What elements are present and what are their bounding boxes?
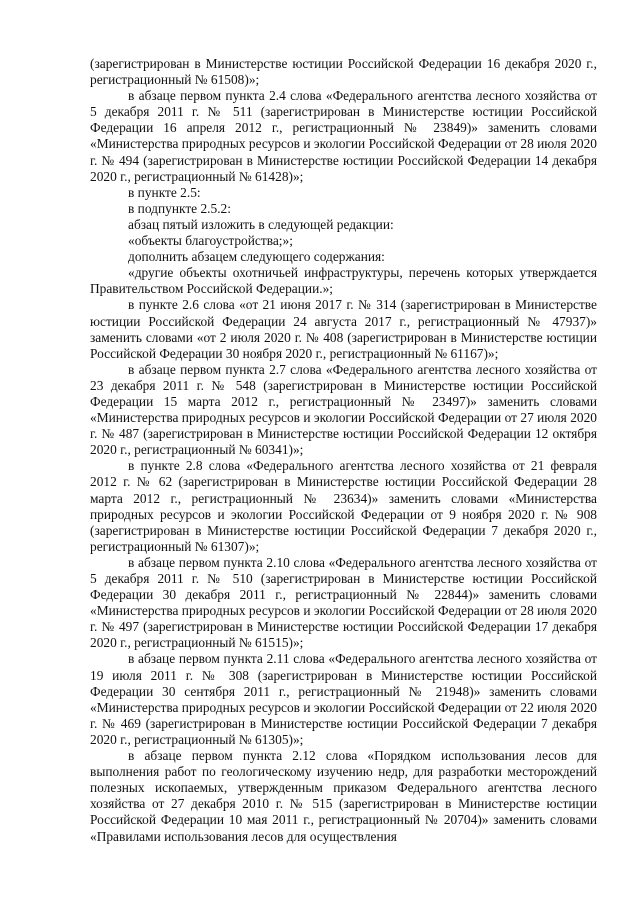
paragraph: в абзаце первом пункта 2.10 слова «Федерального агентства лесного хозяйства от 5 декабря 2011 г. № 510 (зарегистрирован в Министерстве юстиции Российской Федерации 30 декабря 2011 г., регистрационный № 22844)» заменить словами «Министерства природных ресурсов и экологии Российской Федерации от 28 июля 2020 г. № 497 (зарегистрирован в Министерстве юстиции Российской Федерации 17 декабря 2020 г., регистрационный № 61515)»; bbox=[90, 554, 597, 651]
paragraph: в абзаце первом пункта 2.11 слова «Федерального агентства лесного хозяйства от 19 июля 2011 г. № 308 (зарегистрирован в Министерстве юстиции Российской Федерации 30 сентября 2011 г., регистрационный № 21948)» заменить словами «Министерства природных ресурсов и экологии Российской Федерации от 22 июля 2020 г. № 469 (зарегистрирован в Министерстве юстиции Российской Федерации 7 декабря 2020 г., регистрационный № 61305)»; bbox=[90, 651, 597, 747]
paragraph: (зарегистрирован в Министерстве юстиции Российской Федерации 16 декабря 2020 г., регистрационный № 61508)»; bbox=[90, 56, 597, 88]
paragraph: дополнить абзацем следующего содержания: bbox=[128, 249, 385, 265]
paragraph: «другие объекты охотничьей инфраструктуры, перечень которых утверждается Правительством Российской Федерации.»; bbox=[90, 265, 597, 297]
paragraph: в пункте 2.6 слова «от 21 июня 2017 г. № 314 (зарегистрирован в Министерстве юстиции Российской Федерации 24 августа 2017 г., регистрационный № 47937)» заменить словами «от 2 июля 2020 г. № 408 (зарегистрирован в Министерстве юстиции Российской Федерации 30 ноября 2020 г., регистрационный № 61167)»; bbox=[90, 297, 597, 361]
paragraph: в пункте 2.5: bbox=[128, 184, 201, 200]
paragraph: в подпункте 2.5.2: bbox=[128, 200, 231, 216]
paragraph: в абзаце первом пункта 2.7 слова «Федерального агентства лесного хозяйства от 23 декабря 2011 г. № 548 (зарегистрирован в Министерстве юстиции Российской Федерации 15 марта 2012 г., регистрационный № 23497)» заменить словами «Министерства природных ресурсов и экологии Российской Федерации от 27 июля 2020 г. № 487 (зарегистрирован в Министерстве юстиции Российской Федерации 12 октября 2020 г., регистрационный № 60341)»; bbox=[90, 361, 597, 458]
paragraph: в абзаце первом пункта 2.12 слова «Порядком использования лесов для выполнения работ по геологическому изучению недр, для разработки месторождений полезных ископаемых, утвержденным приказом Федерального агентства лесного хозяйства от 27 декабря 2010 г. № 515 (зарегистрирован в Министерстве юстиции Российской Федерации 10 мая 2011 г., регистрационный № 20704)» заменить словами «Правилами использования лесов для осуществления bbox=[90, 748, 597, 844]
paragraph: абзац пятый изложить в следующей редакции: bbox=[128, 216, 394, 232]
paragraph: «объекты благоустройства;»; bbox=[128, 233, 293, 249]
paragraph: в абзаце первом пункта 2.4 слова «Федерального агентства лесного хозяйства от 5 декабря 2011 г. № 511 (зарегистрирован в Министерстве юстиции Российской Федерации 16 апреля 2012 г., регистрационный № 23849)» заменить словами «Министерства природных ресурсов и экологии Российской Федерации от 28 июля 2020 г. № 494 (зарегистрирован в Министерстве юстиции Российской Федерации 14 декабря 2020 г., регистрационный № 61428)»; bbox=[90, 88, 597, 184]
document-body bbox=[90, 56, 597, 845]
paragraph: в пункте 2.8 слова «Федерального агентства лесного хозяйства от 21 февраля 2012 г. № 62 (зарегистрирован в Министерстве юстиции Российской Федерации 28 марта 2012 г., регистрационный № 23634)» заменить словами «Министерства природных ресурсов и экологии Российской Федерации от 9 ноября 2020 г. № 908 (зарегистрирован в Министерстве юстиции Российской Федерации 7 декабря 2020 г., регистрационный № 61307)»; bbox=[90, 458, 597, 554]
